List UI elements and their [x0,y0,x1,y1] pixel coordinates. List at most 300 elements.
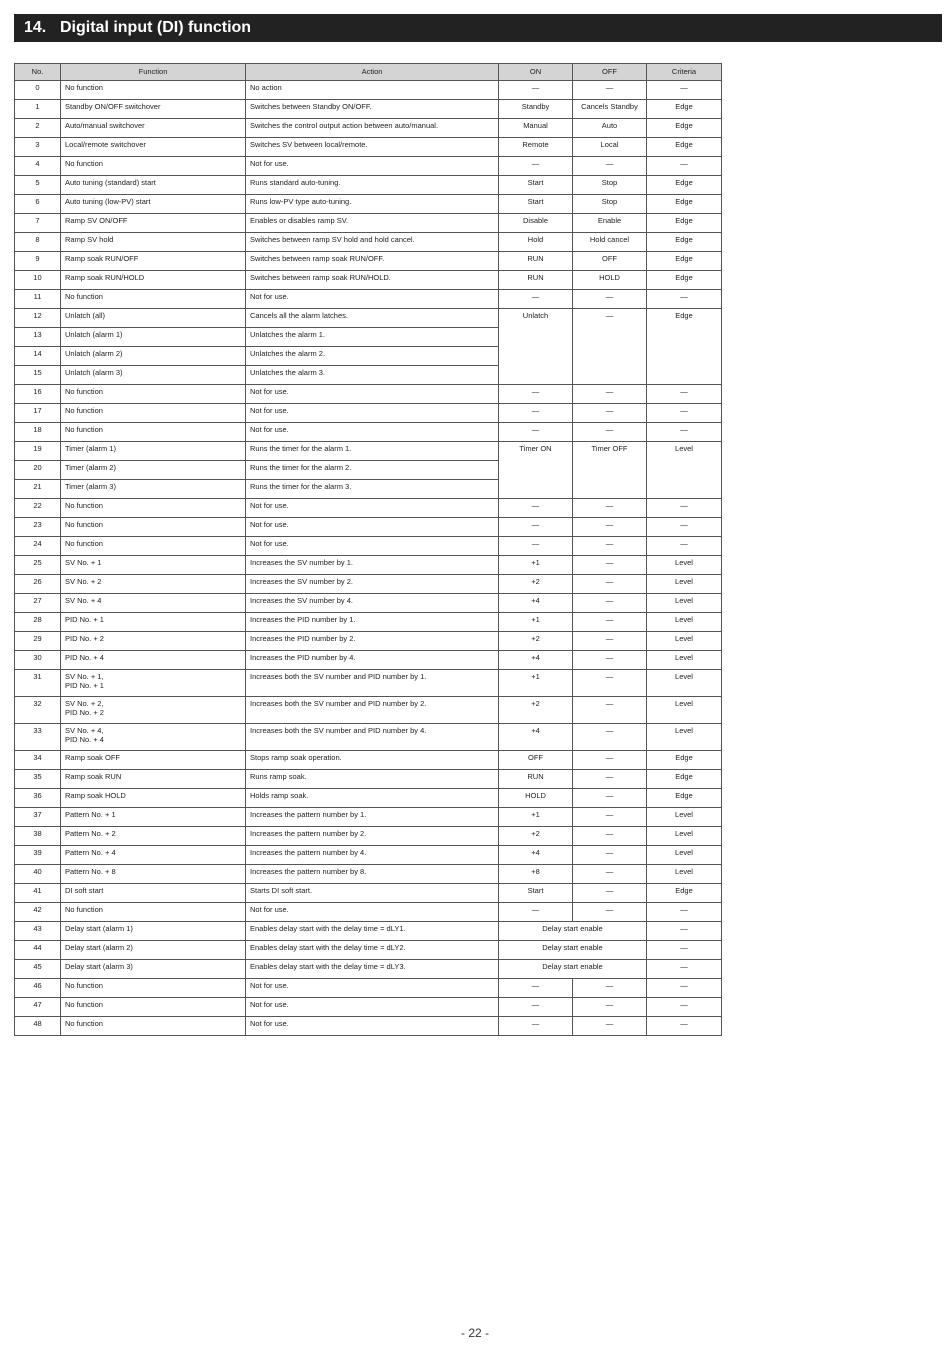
cell-criteria: Edge [647,309,722,385]
cell-no: 22 [15,499,61,518]
function-text: Ramp soak OFF [65,753,121,762]
cell-on: +2 [499,632,573,651]
cell-no: 30 [15,651,61,670]
cell-action: Not for use. [246,157,499,176]
cell-action: Starts DI soft start. [246,884,499,903]
cell-function [61,575,246,594]
cell-criteria: Level [647,613,722,632]
page-number: - 22 - [460,1326,489,1340]
cell-no: 34 [15,751,61,770]
cell-function [61,423,246,442]
cell-no: 17 [15,404,61,423]
table-body [15,81,722,1036]
table-row [15,651,722,670]
cell-off: — [573,770,647,789]
cell-no: 37 [15,808,61,827]
function-text: Ramp soak RUN/HOLD [65,273,145,282]
function-text: DI soft start [65,886,104,895]
table-row [15,789,722,808]
cell-action: Increases both the SV number and PID number by 1. [246,670,499,697]
cell-no: 42 [15,903,61,922]
cell-action: Unlatches the alarm 2. [246,347,499,366]
cell-criteria: Level [647,594,722,613]
function-text: No function [65,1000,103,1009]
table-row [15,537,722,556]
function-text: No function [65,1019,103,1028]
cell-action: Not for use. [246,979,499,998]
cell-no: 23 [15,518,61,537]
cell-no: 12 [15,309,61,328]
cell-no: 39 [15,846,61,865]
function-text: Ramp SV hold [65,235,114,244]
cell-function [61,697,246,724]
function-text: No function [65,905,103,914]
cell-action: Increases the PID number by 1. [246,613,499,632]
cell-on: HOLD [499,789,573,808]
cell-off: — [573,903,647,922]
cell-action: Increases the pattern number by 4. [246,846,499,865]
cell-on: Standby [499,100,573,119]
cell-action: Switches between ramp SV hold and hold cancel. [246,233,499,252]
cell-function [61,271,246,290]
cell-criteria: Level [647,865,722,884]
table-row [15,827,722,846]
cell-on: Unlatch [499,309,573,385]
cell-no: 10 [15,271,61,290]
cell-off: — [573,613,647,632]
header-no: No. [15,64,61,81]
cell-off: — [573,670,647,697]
cell-off: — [573,884,647,903]
cell-function [61,537,246,556]
cell-off: — [573,309,647,385]
cell-off: Cancels Standby [573,100,647,119]
cell-off: Stop [573,195,647,214]
cell-criteria: Edge [647,119,722,138]
table-row [15,290,722,309]
cell-function [61,632,246,651]
cell-on: — [499,385,573,404]
cell-no: 1 [15,100,61,119]
cell-function [61,252,246,271]
cell-action: Switches the control output action between auto/manual. [246,119,499,138]
cell-criteria: Edge [647,252,722,271]
cell-on: Hold [499,233,573,252]
cell-off: — [573,632,647,651]
cell-action: Not for use. [246,1017,499,1036]
function-text: Unlatch (all) [65,311,106,320]
cell-off: — [573,575,647,594]
function-text: Pattern No. + 2 [65,829,116,838]
cell-off: — [573,404,647,423]
table-row [15,423,722,442]
table-row [15,808,722,827]
cell-function [61,119,246,138]
cell-no: 40 [15,865,61,884]
function-text: SV No. + 4 [65,596,102,605]
cell-on: OFF [499,751,573,770]
cell-no: 35 [15,770,61,789]
cell-no: 32 [15,697,61,724]
cell-no: 9 [15,252,61,271]
cell-off: — [573,157,647,176]
table-row [15,865,722,884]
cell-function [61,81,246,100]
cell-no: 20 [15,461,61,480]
cell-on: — [499,518,573,537]
cell-no: 14 [15,347,61,366]
cell-action: Runs ramp soak. [246,770,499,789]
cell-no: 26 [15,575,61,594]
function-text: Standby ON/OFF switchover [65,102,161,111]
cell-on: RUN [499,271,573,290]
cell-on: Remote [499,138,573,157]
cell-function [61,724,246,751]
function-text: No function [65,387,103,396]
cell-function [61,827,246,846]
cell-on-off: Delay start enable [499,941,647,960]
cell-action: Runs the timer for the alarm 3. [246,480,499,499]
cell-off: — [573,385,647,404]
cell-action: Runs low-PV type auto-tuning. [246,195,499,214]
cell-off: — [573,537,647,556]
cell-criteria: — [647,385,722,404]
table-row [15,271,722,290]
cell-action: Not for use. [246,423,499,442]
cell-no: 46 [15,979,61,998]
cell-function [61,195,246,214]
cell-on: — [499,423,573,442]
function-text-line2: PID No. + 4 [65,734,104,744]
cell-on: +1 [499,808,573,827]
cell-function [61,461,246,480]
cell-no: 28 [15,613,61,632]
cell-off: — [573,998,647,1017]
di-function-table [14,63,722,1036]
table-row [15,556,722,575]
table-row [15,922,722,941]
table-row [15,697,722,724]
cell-off: — [573,594,647,613]
cell-off: — [573,697,647,724]
function-text: Ramp soak HOLD [65,791,126,800]
cell-criteria: Level [647,632,722,651]
cell-on: — [499,290,573,309]
table-row [15,632,722,651]
table-row [15,176,722,195]
cell-function [61,499,246,518]
function-text: Local/remote switchover [65,140,146,149]
cell-on: — [499,998,573,1017]
cell-off: HOLD [573,271,647,290]
function-text: Ramp soak RUN/OFF [65,254,139,263]
cell-function [61,100,246,119]
cell-off: — [573,846,647,865]
cell-criteria: — [647,499,722,518]
cell-criteria: — [647,537,722,556]
cell-no: 19 [15,442,61,461]
cell-action: Increases the SV number by 4. [246,594,499,613]
cell-action: Increases the PID number by 4. [246,651,499,670]
table-row [15,613,722,632]
cell-no: 29 [15,632,61,651]
cell-on: Start [499,884,573,903]
table-row [15,81,722,100]
cell-action: Switches between Standby ON/OFF. [246,100,499,119]
cell-on: +1 [499,670,573,697]
cell-criteria: Edge [647,195,722,214]
cell-function [61,233,246,252]
cell-on: — [499,537,573,556]
cell-no: 48 [15,1017,61,1036]
cell-action: Not for use. [246,518,499,537]
cell-function [61,309,246,328]
cell-criteria: — [647,979,722,998]
table-row [15,309,722,328]
function-text: Delay start (alarm 3) [65,962,133,971]
cell-function [61,556,246,575]
cell-off: — [573,651,647,670]
cell-on: +2 [499,697,573,724]
cell-no: 0 [15,81,61,100]
cell-function [61,770,246,789]
cell-action: Increases the SV number by 1. [246,556,499,575]
cell-on: +1 [499,613,573,632]
cell-no: 25 [15,556,61,575]
cell-criteria: — [647,960,722,979]
table-row [15,751,722,770]
function-text: No function [65,83,103,92]
cell-function [61,518,246,537]
table-row [15,575,722,594]
cell-on: — [499,404,573,423]
cell-function [61,960,246,979]
cell-action: Enables delay start with the delay time = dLY1. [246,922,499,941]
cell-function [61,157,246,176]
header-criteria: Criteria [647,64,722,81]
cell-action: Enables delay start with the delay time = dLY2. [246,941,499,960]
cell-criteria: Level [647,442,722,499]
cell-criteria: Level [647,651,722,670]
table-row [15,138,722,157]
table-row [15,252,722,271]
table-row [15,195,722,214]
cell-criteria: Level [647,697,722,724]
cell-criteria: Level [647,846,722,865]
cell-off: — [573,556,647,575]
cell-criteria: — [647,1017,722,1036]
cell-no: 36 [15,789,61,808]
cell-off: — [573,1017,647,1036]
header-action: Action [246,64,499,81]
cell-criteria: Level [647,808,722,827]
cell-off: — [573,81,647,100]
function-text: Unlatch (alarm 1) [65,330,123,339]
header-function: Function [61,64,246,81]
cell-action: Not for use. [246,404,499,423]
cell-on: +2 [499,827,573,846]
cell-criteria: Edge [647,233,722,252]
cell-action: Switches between ramp soak RUN/OFF. [246,252,499,271]
cell-function [61,979,246,998]
header-on: ON [499,64,573,81]
cell-action: Unlatches the alarm 1. [246,328,499,347]
cell-action: Not for use. [246,998,499,1017]
cell-no: 7 [15,214,61,233]
cell-criteria: Level [647,670,722,697]
cell-function [61,594,246,613]
cell-no: 11 [15,290,61,309]
cell-on-off: Delay start enable [499,960,647,979]
table-row [15,214,722,233]
cell-on: +2 [499,575,573,594]
cell-no: 27 [15,594,61,613]
table-row [15,979,722,998]
cell-no: 21 [15,480,61,499]
cell-on: +8 [499,865,573,884]
cell-criteria: Edge [647,884,722,903]
cell-no: 3 [15,138,61,157]
cell-criteria: — [647,998,722,1017]
cell-action: Cancels all the alarm latches. [246,309,499,328]
cell-on: +4 [499,846,573,865]
table-row [15,941,722,960]
table-row [15,884,722,903]
cell-no: 15 [15,366,61,385]
cell-action: Not for use. [246,385,499,404]
table-row [15,499,722,518]
cell-action: Increases both the SV number and PID number by 4. [246,724,499,751]
cell-on: Start [499,195,573,214]
cell-off: — [573,979,647,998]
cell-off: — [573,423,647,442]
cell-criteria: — [647,157,722,176]
cell-on: Manual [499,119,573,138]
function-text: Timer (alarm 1) [65,444,116,453]
cell-action: Runs the timer for the alarm 2. [246,461,499,480]
cell-off: Timer OFF [573,442,647,499]
function-text: PID No. + 1 [65,615,104,624]
cell-criteria: Edge [647,176,722,195]
cell-on: — [499,499,573,518]
function-text: PID No. + 4 [65,653,104,662]
cell-off: — [573,724,647,751]
function-text: Delay start (alarm 1) [65,924,133,933]
table-row [15,670,722,697]
table-row [15,998,722,1017]
cell-criteria: Edge [647,789,722,808]
cell-off: OFF [573,252,647,271]
cell-function [61,404,246,423]
cell-function [61,789,246,808]
function-text: Timer (alarm 2) [65,463,116,472]
cell-criteria: Edge [647,100,722,119]
cell-on: +4 [499,724,573,751]
cell-action: Switches SV between local/remote. [246,138,499,157]
cell-no: 2 [15,119,61,138]
cell-no: 13 [15,328,61,347]
table-row [15,846,722,865]
cell-no: 5 [15,176,61,195]
cell-action: Runs standard auto-tuning. [246,176,499,195]
cell-function [61,922,246,941]
table-row [15,385,722,404]
cell-function [61,903,246,922]
cell-function [61,366,246,385]
function-text: No function [65,406,103,415]
cell-criteria: — [647,941,722,960]
function-text: SV No. + 1, [65,672,104,681]
function-text: Auto tuning (standard) start [65,178,156,187]
cell-function [61,998,246,1017]
cell-off: — [573,290,647,309]
cell-on: Start [499,176,573,195]
cell-action: Not for use. [246,290,499,309]
table-row [15,100,722,119]
table-row [15,518,722,537]
cell-action: Enables or disables ramp SV. [246,214,499,233]
cell-action: Switches between ramp soak RUN/HOLD. [246,271,499,290]
cell-on: +4 [499,651,573,670]
cell-no: 44 [15,941,61,960]
function-text-line2: PID No. + 1 [65,680,104,690]
cell-on-off: Delay start enable [499,922,647,941]
cell-on: +4 [499,594,573,613]
function-text: Unlatch (alarm 3) [65,368,123,377]
table-row [15,770,722,789]
section-title: Digital input (DI) function [60,19,252,36]
cell-function [61,651,246,670]
cell-no: 45 [15,960,61,979]
function-text: No function [65,501,103,510]
cell-no: 8 [15,233,61,252]
function-text: Auto tuning (low-PV) start [65,197,151,206]
cell-function [61,328,246,347]
cell-criteria: — [647,404,722,423]
table-row [15,960,722,979]
function-text: PID No. + 2 [65,634,104,643]
table-row [15,724,722,751]
cell-off: Stop [573,176,647,195]
cell-off: — [573,518,647,537]
cell-no: 38 [15,827,61,846]
cell-function [61,214,246,233]
cell-off: Enable [573,214,647,233]
cell-action: No action [246,81,499,100]
cell-function [61,865,246,884]
cell-criteria: — [647,423,722,442]
cell-on: Disable [499,214,573,233]
cell-criteria: Edge [647,214,722,233]
cell-no: 43 [15,922,61,941]
cell-action: Increases the PID number by 2. [246,632,499,651]
cell-action: Holds ramp soak. [246,789,499,808]
table-row [15,119,722,138]
cell-function [61,290,246,309]
cell-criteria: — [647,518,722,537]
function-text: No function [65,159,103,168]
cell-function [61,138,246,157]
cell-function [61,385,246,404]
cell-function [61,670,246,697]
function-text: Ramp soak RUN [65,772,122,781]
cell-off: Auto [573,119,647,138]
cell-no: 47 [15,998,61,1017]
cell-on: — [499,903,573,922]
cell-no: 16 [15,385,61,404]
cell-off: — [573,499,647,518]
function-text: Delay start (alarm 2) [65,943,133,952]
